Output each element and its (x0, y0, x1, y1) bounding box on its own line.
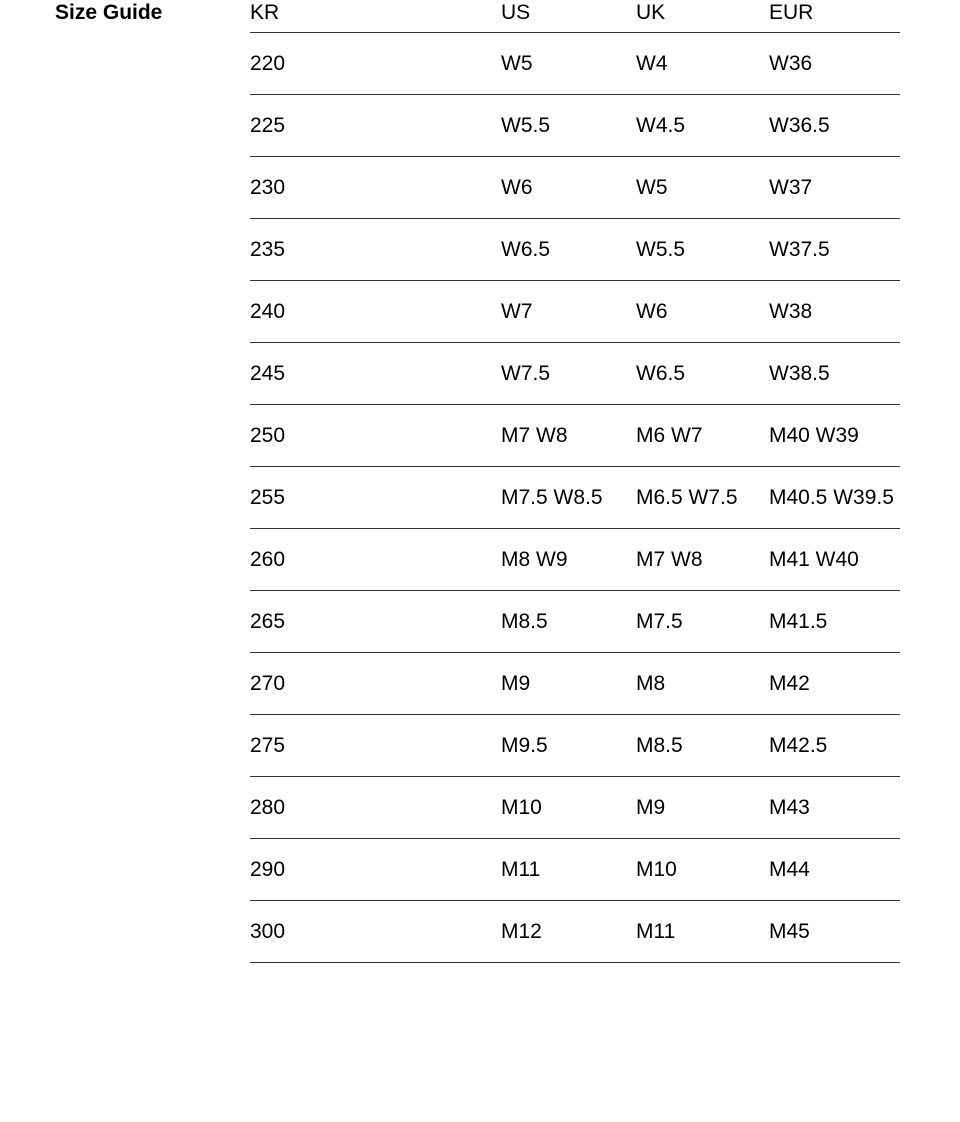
table-cell: 255 (250, 467, 501, 529)
table-cell: W5.5 (501, 95, 636, 157)
table-cell: M40.5 W39.5 (769, 467, 900, 529)
table-cell: M11 (501, 839, 636, 901)
table-cell: M45 (769, 901, 900, 963)
column-header-uk: UK (636, 0, 769, 33)
table-row (250, 281, 900, 343)
table-row (250, 653, 900, 715)
table-cell: M8.5 (636, 715, 769, 777)
table-row (250, 901, 900, 963)
table-cell: W5 (636, 157, 769, 219)
column-header-us: US (501, 0, 636, 33)
column-header-kr: KR (250, 0, 501, 33)
table-cell: M8 (636, 653, 769, 715)
table-cell: W6.5 (501, 219, 636, 281)
table-cell: W6 (636, 281, 769, 343)
table-cell: M7.5 (636, 591, 769, 653)
table-row (250, 839, 900, 901)
table-row (250, 157, 900, 219)
table-cell: M8 W9 (501, 529, 636, 591)
table-cell: 220 (250, 33, 501, 95)
table-cell: 260 (250, 529, 501, 591)
size-guide-title: Size Guide (55, 1, 163, 24)
table-cell: M41 W40 (769, 529, 900, 591)
size-table-body (250, 33, 900, 963)
size-table-header (250, 0, 900, 33)
table-cell: M11 (636, 901, 769, 963)
table-cell: M40 W39 (769, 405, 900, 467)
table-cell: M12 (501, 901, 636, 963)
table-cell: 265 (250, 591, 501, 653)
table-cell: W38.5 (769, 343, 900, 405)
table-cell: 250 (250, 405, 501, 467)
table-row (250, 219, 900, 281)
table-cell: W7.5 (501, 343, 636, 405)
table-cell: M43 (769, 777, 900, 839)
table-cell: M8.5 (501, 591, 636, 653)
table-cell: W5.5 (636, 219, 769, 281)
size-conversion-table (250, 0, 900, 963)
table-header-row (250, 0, 900, 33)
table-cell: M6.5 W7.5 (636, 467, 769, 529)
table-cell: M42.5 (769, 715, 900, 777)
table-cell: W7 (501, 281, 636, 343)
table-cell: M6 W7 (636, 405, 769, 467)
table-cell: 225 (250, 95, 501, 157)
table-row (250, 529, 900, 591)
table-cell: W36.5 (769, 95, 900, 157)
table-row (250, 715, 900, 777)
table-cell: 280 (250, 777, 501, 839)
table-row (250, 591, 900, 653)
table-cell: W4 (636, 33, 769, 95)
table-row (250, 95, 900, 157)
table-cell: M7 W8 (501, 405, 636, 467)
table-cell: M7 W8 (636, 529, 769, 591)
table-cell: 230 (250, 157, 501, 219)
table-cell: M7.5 W8.5 (501, 467, 636, 529)
table-cell: M42 (769, 653, 900, 715)
table-cell: W5 (501, 33, 636, 95)
column-header-eur: EUR (769, 0, 900, 33)
table-cell: W4.5 (636, 95, 769, 157)
table-cell: M9.5 (501, 715, 636, 777)
table-cell: 235 (250, 219, 501, 281)
table-row (250, 343, 900, 405)
table-cell: W36 (769, 33, 900, 95)
table-cell: W6.5 (636, 343, 769, 405)
table-cell: 240 (250, 281, 501, 343)
table-row (250, 405, 900, 467)
table-cell: W37.5 (769, 219, 900, 281)
table-cell: M9 (501, 653, 636, 715)
table-cell: 245 (250, 343, 501, 405)
table-cell: 300 (250, 901, 501, 963)
table-cell: M44 (769, 839, 900, 901)
table-row (250, 467, 900, 529)
table-cell: 270 (250, 653, 501, 715)
table-cell: W6 (501, 157, 636, 219)
table-row (250, 777, 900, 839)
table-cell: 290 (250, 839, 501, 901)
table-row (250, 33, 900, 95)
table-cell: W37 (769, 157, 900, 219)
table-cell: M10 (636, 839, 769, 901)
table-cell: W38 (769, 281, 900, 343)
table-cell: 275 (250, 715, 501, 777)
table-cell: M9 (636, 777, 769, 839)
table-cell: M41.5 (769, 591, 900, 653)
table-cell: M10 (501, 777, 636, 839)
